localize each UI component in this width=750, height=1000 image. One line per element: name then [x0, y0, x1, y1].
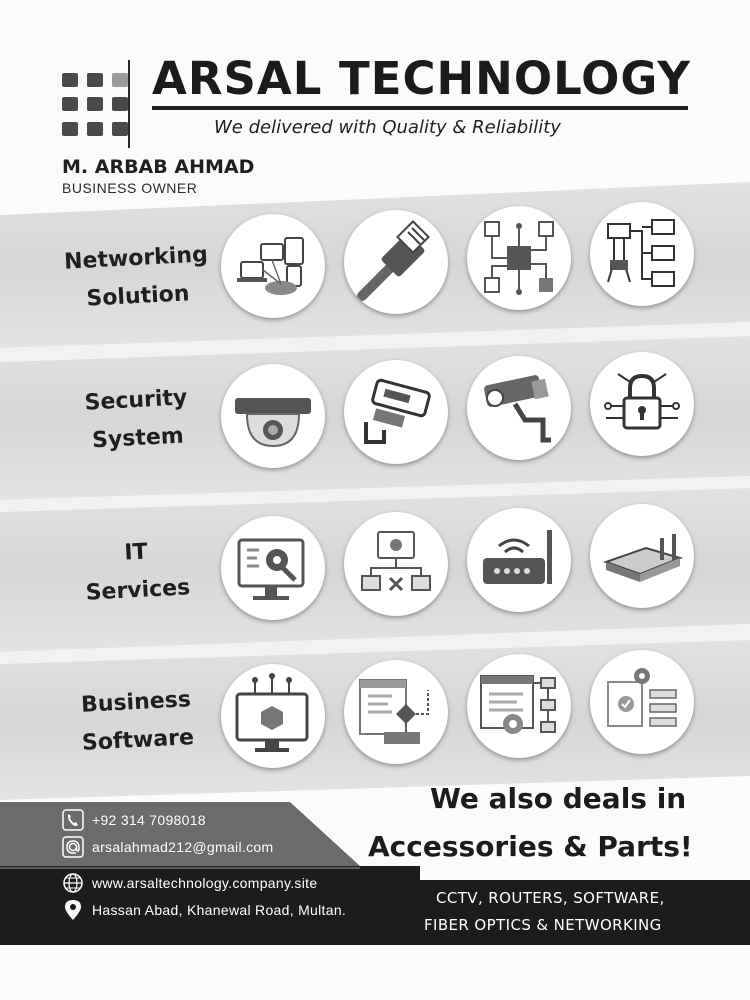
- location-pin-icon: [62, 899, 84, 921]
- web-development-icon: [467, 654, 571, 758]
- ethernet-cable-icon: [344, 210, 448, 314]
- at-sign-icon: [62, 836, 84, 858]
- category-business-software-label: Business Software: [80, 687, 195, 756]
- cctv-camera-icon: [467, 356, 571, 460]
- globe-icon: [62, 872, 84, 894]
- dome-camera-icon: [221, 364, 325, 468]
- settings-monitor-icon: [221, 516, 325, 620]
- products-line-1: CCTV, ROUTERS, SOFTWARE,: [436, 889, 665, 907]
- phone-number: +92 314 7098018: [92, 812, 206, 828]
- promo-line-2: Accessories & Parts!: [368, 830, 693, 863]
- category-networking-label: Networking Solution: [63, 242, 209, 312]
- logo-divider: [128, 60, 130, 148]
- owner-role: BUSINESS OWNER: [62, 180, 198, 196]
- logo-grid-icon: [62, 73, 126, 137]
- network-servers-icon: [590, 202, 694, 306]
- promo-line-1: We also deals in: [430, 782, 687, 815]
- document-settings-icon: [590, 650, 694, 754]
- software-monitor-icon: [221, 664, 325, 768]
- contact-phone: [62, 808, 206, 832]
- company-name: ARSAL TECHNOLOGY: [152, 52, 691, 105]
- wifi-router-icon: [467, 508, 571, 612]
- bullet-camera-icon: [344, 360, 448, 464]
- contact-website: [62, 871, 317, 895]
- tagline: We delivered with Quality & Reliability: [214, 117, 561, 138]
- phone-icon: [62, 809, 84, 831]
- network-switch-icon: [590, 504, 694, 608]
- devices-network-icon: [221, 214, 325, 318]
- workflow-chart-icon: [344, 660, 448, 764]
- category-security-label: Security System: [84, 385, 188, 454]
- it-support-network-icon: [344, 512, 448, 616]
- owner-name: M. ARBAB AHMAD: [62, 156, 255, 178]
- category-it-services-label: IT Services: [85, 539, 191, 606]
- digital-lock-icon: [590, 352, 694, 456]
- title-underline: [152, 106, 688, 110]
- circuit-network-icon: [467, 206, 571, 310]
- contact-email: [62, 835, 273, 859]
- website-url: www.arsaltechnology.company.site: [92, 875, 318, 891]
- products-line-2: FIBER OPTICS & NETWORKING: [424, 916, 662, 934]
- contact-address: [62, 898, 346, 922]
- address: Hassan Abad, Khanewal Road, Multan.: [92, 902, 347, 918]
- email-address: arsalahmad212@gmail.com: [92, 839, 274, 855]
